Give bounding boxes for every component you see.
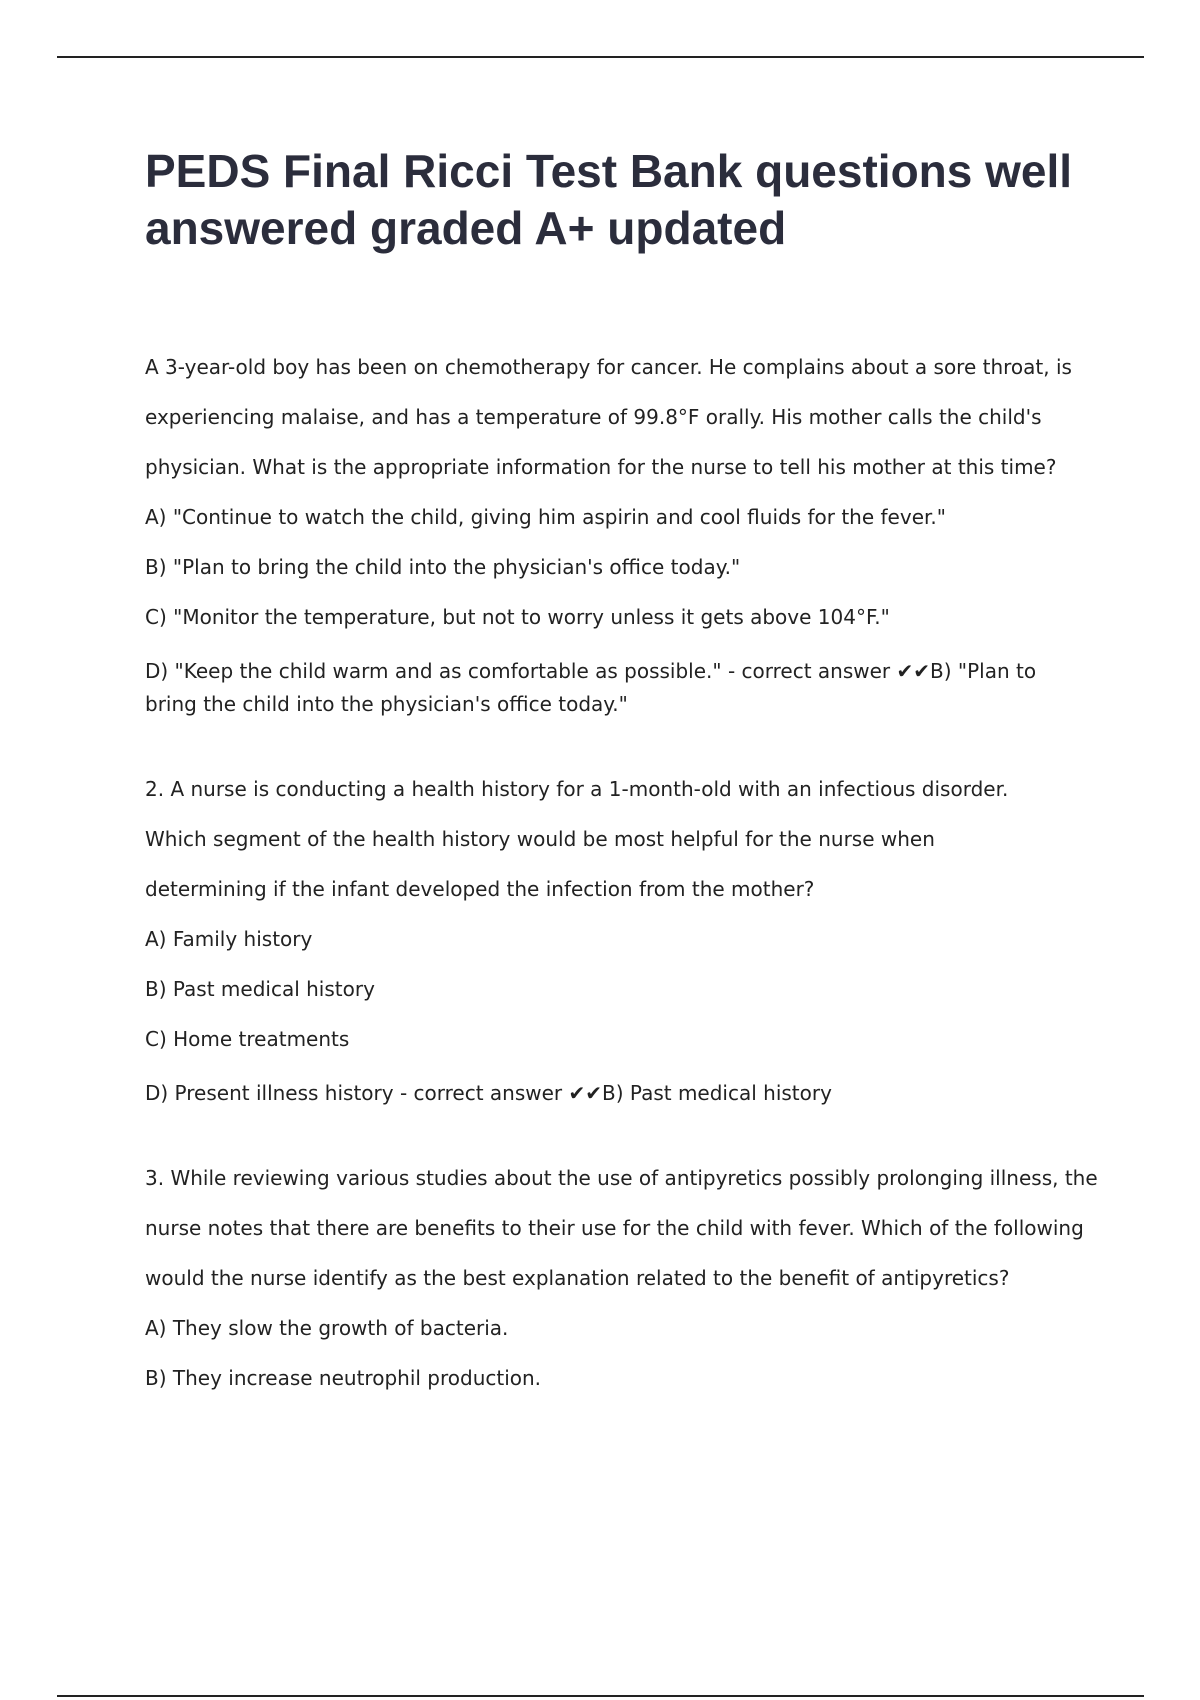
- answer-option: B) They increase neutrophil production.: [145, 1366, 542, 1390]
- answer-option-with-correct-answer: D) Present illness history - correct answer ✔✔B) Past medical history: [145, 1081, 832, 1105]
- answer-option-with-correct-answer: D) "Keep the child warm and as comfortable as possible." - correct answer ✔✔B) "Plan to bring the child into the physician's office today.": [145, 659, 1037, 716]
- answer-option: B) Past medical history: [145, 977, 375, 1001]
- question-stem-line: would the nurse identify as the best explanation related to the benefit of antipyretics?: [145, 1266, 1010, 1290]
- question-stem-line: determining if the infant developed the infection from the mother?: [145, 877, 815, 901]
- top-rule: [57, 56, 1144, 58]
- answer-option: A) "Continue to watch the child, giving him aspirin and cool fluids for the fever.": [145, 505, 946, 529]
- answer-option: C) Home treatments: [145, 1027, 350, 1051]
- question-stem-line: experiencing malaise, and has a temperature of 99.8°F orally. His mother calls the child's: [145, 405, 1042, 429]
- question-2: [145, 777, 1085, 1110]
- question-stem-line: physician. What is the appropriate information for the nurse to tell his mother at this time?: [145, 455, 1057, 479]
- question-3: [145, 1166, 1098, 1391]
- question-stem-line: Which segment of the health history would be most helpful for the nurse when: [145, 827, 935, 851]
- answer-option: A) They slow the growth of bacteria.: [145, 1316, 509, 1340]
- question-1: [145, 355, 1085, 721]
- question-stem-line: A 3-year-old boy has been on chemotherapy for cancer. He complains about a sore throat, is: [145, 355, 1072, 379]
- bottom-rule: [57, 1695, 1144, 1697]
- answer-option: C) "Monitor the temperature, but not to worry unless it gets above 104°F.": [145, 605, 890, 629]
- document-title: PEDS Final Ricci Test Bank questions well answered graded A+ updated: [145, 145, 1073, 254]
- question-stem-line: 3. While reviewing various studies about the use of antipyretics possibly prolonging illness, the: [145, 1166, 1098, 1190]
- answer-option: B) "Plan to bring the child into the physician's office today.": [145, 555, 741, 579]
- answer-option: A) Family history: [145, 927, 313, 951]
- question-stem-line: nurse notes that there are benefits to their use for the child with fever. Which of the following: [145, 1216, 1084, 1240]
- question-stem-line: 2. A nurse is conducting a health history for a 1-month-old with an infectious disorder.: [145, 777, 1009, 801]
- document-body: [145, 355, 1098, 1416]
